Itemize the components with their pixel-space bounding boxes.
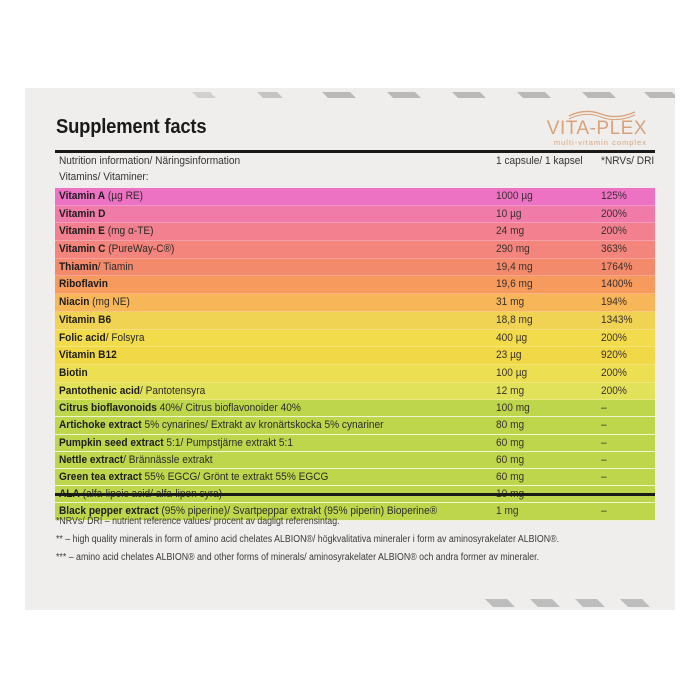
- nrv-percent: 200%: [601, 207, 627, 220]
- footnote-3: *** – amino acid chelates ALBION® and other forms of minerals/ aminosyrakelater ALBION® och andra former av mineraler.: [56, 552, 540, 563]
- brand-name: VITA-PLEX: [546, 118, 647, 139]
- nutrient-name: Nettle extract/ Brännässle extrakt: [59, 453, 213, 466]
- nutrient-name: Vitamin A (µg RE): [59, 190, 144, 202]
- table-row: [55, 330, 655, 348]
- nrv-percent: 200%: [601, 384, 627, 397]
- footnotes: [56, 513, 628, 567]
- amount-per-capsule: 80 mg: [496, 419, 525, 432]
- nrv-percent: –: [601, 419, 607, 432]
- amount-per-capsule: 400 µg: [496, 331, 528, 344]
- nrv-percent: 125%: [601, 190, 627, 202]
- amount-per-capsule: 100 mg: [496, 402, 530, 415]
- brand-tagline: multi-vitamin complex: [553, 138, 647, 147]
- table-row: [55, 223, 655, 241]
- nrv-percent: 194%: [601, 296, 627, 309]
- nutrient-name: Biotin: [59, 366, 88, 379]
- nutrient-name: Black pepper extract (95% piperine)/ Svartpeppar extrakt (95% piperin) Bioperine®: [59, 505, 438, 518]
- nrv-percent: 363%: [601, 243, 627, 256]
- footnote-1: *NRVs/ DRI – nutrient reference values/ procent av dagligt referensintag.: [56, 516, 340, 527]
- nutrient-name: Niacin (mg NE): [59, 296, 130, 309]
- amount-per-capsule: 24 mg: [496, 225, 525, 238]
- nutrient-name: Vitamin B12: [59, 349, 117, 362]
- amount-per-capsule: 1 mg: [496, 505, 519, 518]
- brand-logo: [547, 108, 647, 148]
- supplement-facts-panel: Supplement facts VITA-PLEX multi-vitamin complex Nutrition information/ Näringsinformation 1 capsule/ 1 kapsel *NRVs/ DRI Vitamins/ Vitaminer: Vitamin A (µg RE) 1000 µg 125% Vitamin D 10 µg 200% Vitamin E (mg α-TE) 24 mg 200% Vitamin C (PureWay-C®) 290 mg 363% Thiamin/ Tiamin 19,4 mg 1764% Riboflavin 19,6 mg 1400% Niacin (mg NE) 31 mg 194% Vitamin B6 18,8 mg 1343% Folic acid/ Folsyra 400 µg 200% Vitamin B12 23 µg 920% Biotin 100 µg 200% Pantothenic acid/ Pantotensyra 12 mg 200% Citrus bioflavonoids 40%/ Citrus bioflavonoider 40% 100 mg – Artichoke extract 5% cynarines/ Extrakt av kronärtskocka 5% cynariner 80 mg – Pumpkin seed extract 5:1/ Pumpstjärne extrakt 5:1 60 mg – Nettle extract/ Brännässle extrakt 60 mg – Green tea extract 55% EGCG/ Grönt te extrakt 55% EGCG 60 mg – Black pepper extract (95% piperine)/ Svartpeppar extrakt (95% piperin) Bioperine® 1 mg – *NRVs/ DRI – nutrient reference values/ procent av dagligt referensintag. ** – high quality minerals in form of amino acid chelates ALBION®/ högkvalitativa mineraler i form av aminosyrakelater ALBION®. *** – amino acid chelates ALBION® and other forms of minerals/ aminosyrakelater ALBION® och andra former av mineraler.: [25, 88, 675, 610]
- table-row: [55, 259, 655, 277]
- nrv-header: *NRVs/ DRI: [601, 155, 655, 167]
- table-bottom-divider: [55, 493, 655, 496]
- table-row: [55, 241, 655, 259]
- nrv-percent: –: [601, 402, 607, 415]
- page-title: Supplement facts: [56, 116, 207, 138]
- nrv-percent: 200%: [601, 331, 627, 344]
- nutrient-name: Citrus bioflavonoids 40%/ Citrus bioflavonoider 40%: [59, 402, 301, 415]
- amount-per-capsule: 19,4 mg: [496, 260, 533, 273]
- nutrient-name: Vitamin B6: [59, 313, 112, 326]
- nutrient-name: Pantothenic acid/ Pantotensyra: [59, 384, 206, 397]
- table-row: [55, 469, 655, 486]
- amount-per-capsule: 60 mg: [496, 471, 525, 483]
- table-row: [55, 400, 655, 417]
- table-row: [55, 417, 655, 434]
- nutrient-name: Vitamin E (mg α-TE): [59, 225, 154, 238]
- amount-per-capsule: 19,6 mg: [496, 278, 533, 291]
- table-row: [55, 294, 655, 312]
- nutrition-table: [55, 188, 655, 521]
- nutrient-name: Thiamin/ Tiamin: [59, 260, 134, 273]
- nrv-percent: –: [601, 505, 607, 518]
- nutrient-name: Vitamin C (PureWay-C®): [59, 243, 175, 256]
- amount-per-capsule: 31 mg: [496, 296, 525, 309]
- amount-per-capsule: 1000 µg: [496, 190, 533, 202]
- table-row: [55, 206, 655, 224]
- amount-per-capsule: 60 mg: [496, 436, 525, 449]
- table-row: [55, 276, 655, 294]
- table-row: [55, 188, 655, 206]
- footnote-2: ** – high quality minerals in form of amino acid chelates ALBION®/ högkvalitativa mineraler i form av aminosyrakelater ALBION®.: [56, 534, 560, 545]
- nrv-percent: –: [601, 436, 607, 449]
- nrv-percent: 200%: [601, 225, 627, 238]
- table-row: [55, 312, 655, 330]
- nrv-percent: 1400%: [601, 278, 633, 291]
- table-row: [55, 383, 655, 401]
- amount-per-capsule: 290 mg: [496, 243, 530, 256]
- table-row: [55, 435, 655, 452]
- amount-per-capsule: 18,8 mg: [496, 313, 533, 326]
- nrv-percent: 1343%: [601, 313, 633, 326]
- nrv-percent: 1764%: [601, 260, 633, 273]
- nutrient-name: Riboflavin: [59, 278, 108, 291]
- nrv-percent: –: [601, 453, 607, 466]
- table-row: [55, 452, 655, 469]
- nutrient-name: Vitamin D: [59, 207, 106, 220]
- header-divider: [55, 150, 655, 153]
- nutrient-name: Artichoke extract 5% cynarines/ Extrakt av kronärtskocka 5% cynariner: [59, 419, 384, 432]
- nrv-percent: 920%: [601, 349, 627, 362]
- nutrient-name: Green tea extract 55% EGCG/ Grönt te extrakt 55% EGCG: [59, 471, 329, 483]
- nutrient-name: Pumpkin seed extract 5:1/ Pumpstjärne extrakt 5:1: [59, 436, 294, 449]
- table-row: [55, 347, 655, 365]
- amount-per-capsule: 12 mg: [496, 384, 525, 397]
- nrv-percent: 200%: [601, 366, 627, 379]
- nutrient-name: Folic acid/ Folsyra: [59, 331, 145, 344]
- nrv-percent: –: [601, 471, 607, 483]
- serving-size-header: 1 capsule/ 1 kapsel: [496, 155, 583, 167]
- amount-per-capsule: 23 µg: [496, 349, 522, 362]
- table-row: [55, 365, 655, 383]
- amount-per-capsule: 10 µg: [496, 207, 522, 220]
- amount-per-capsule: 60 mg: [496, 453, 525, 466]
- nutrition-info-label: Nutrition information/ Näringsinformation: [59, 155, 241, 167]
- amount-per-capsule: 100 µg: [496, 366, 528, 379]
